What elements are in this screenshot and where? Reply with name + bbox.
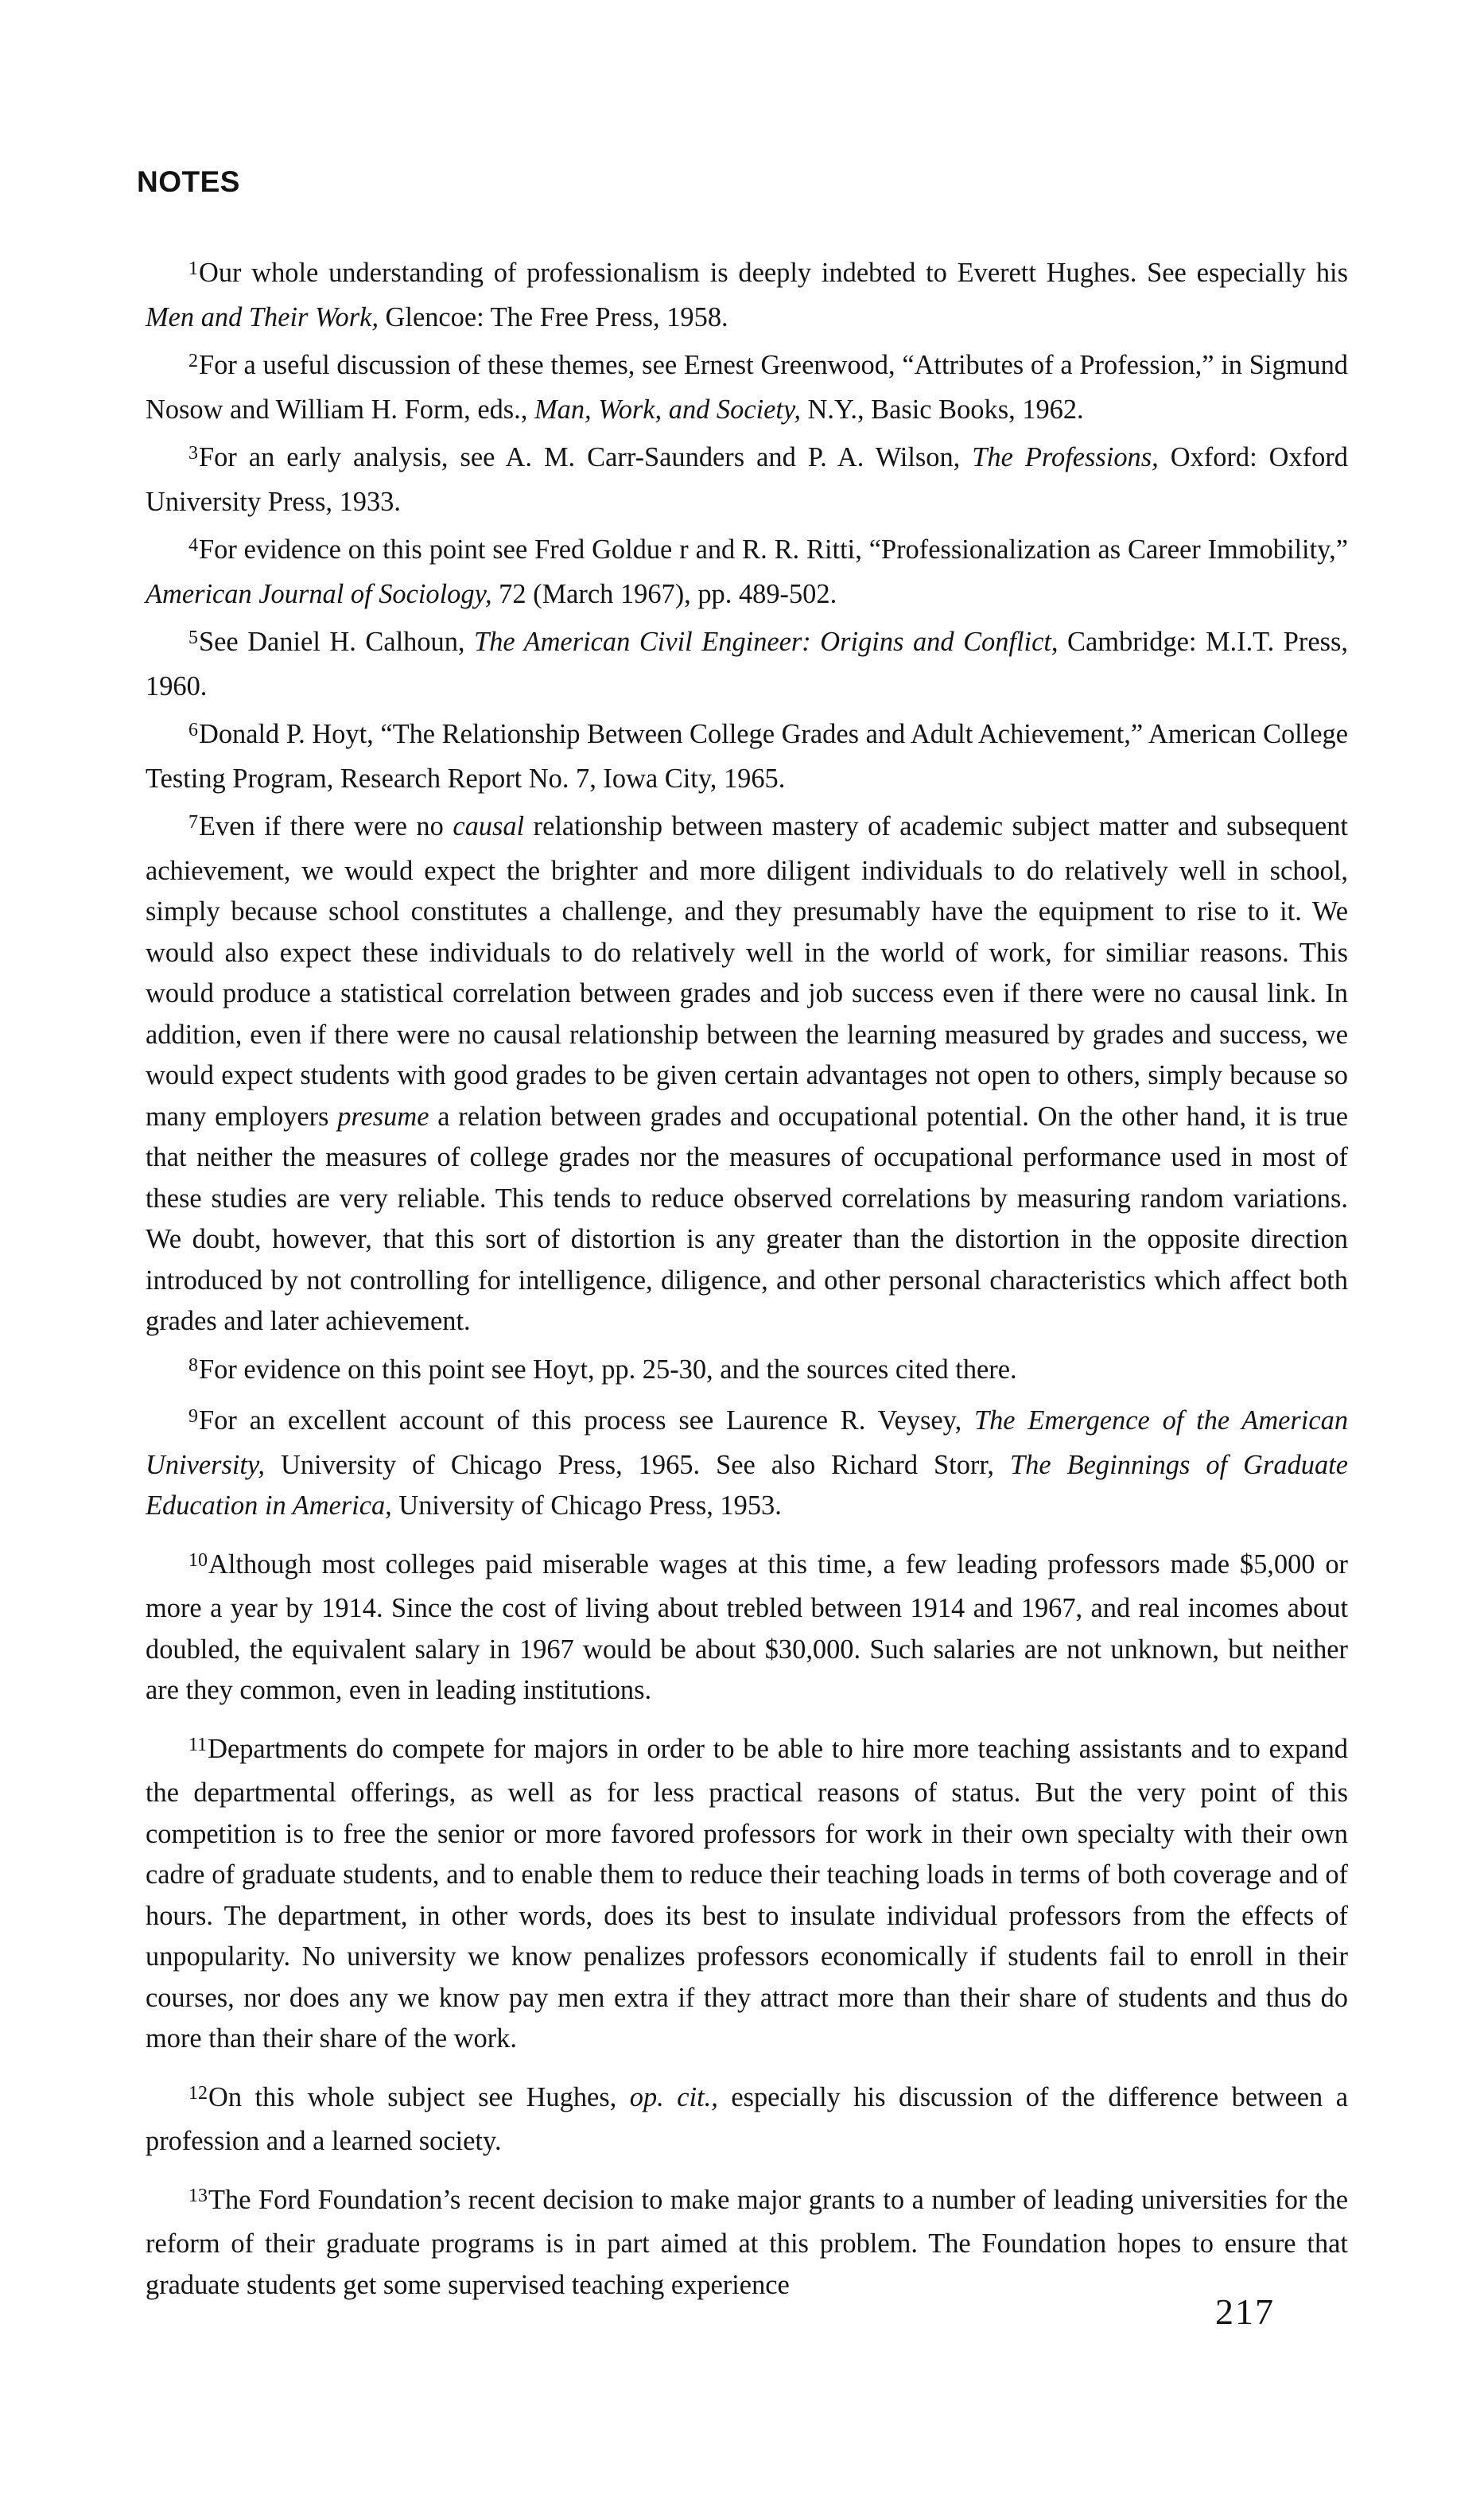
note-number: 10	[188, 1549, 208, 1571]
note-number: 11	[188, 1734, 208, 1755]
note-4	[146, 530, 1348, 615]
note-text: University of Chicago Press, 1953.	[391, 1490, 782, 1521]
note-title: The Professions,	[972, 442, 1159, 472]
note-8	[146, 1350, 1348, 1394]
note-text: For evidence on this point see Hoyt, pp. 25-30, and the sources cited there.	[199, 1354, 1017, 1385]
note-text: Cambridge: M.I.T. Press, 1960.	[146, 627, 1348, 701]
note-text: For a useful discussion of these themes, see Ernest Greenwood, “Attributes of a Profession,” in Sigmund Nosow and William H. Form, eds.,	[146, 350, 1348, 425]
note-title: The Emergence of the American University,	[146, 1405, 1349, 1480]
page-number: 217	[1215, 2291, 1275, 2332]
notes-list	[146, 253, 1348, 2313]
note-number: 13	[188, 2185, 208, 2206]
note-number: 6	[188, 720, 198, 740]
note-number: 1	[188, 258, 198, 279]
note-title: American Journal of Sociology,	[146, 578, 492, 609]
note-text: a relation between grades and occupational potential. On the other hand, it is true that neither the measures of college grades nor the measures of occupational performance used in most of these studies are very reliable. This tends to reduce observed correlations by measuring random variations. We doubt, however, that this sort of distortion is any greater than the distortion in the opposite direction introduced by not controlling for intelligence, diligence, and other personal characteristics which affect both grades and later achievement.	[146, 1101, 1349, 1336]
note-text: Our whole understanding of professionalism is deeply indebted to Everett Hughes. See especially his	[199, 258, 1348, 288]
note-6	[146, 714, 1348, 799]
note-7	[146, 806, 1348, 1343]
note-text: relationship between mastery of academic subject matter and subsequent achievement, we would expect the brighter and more diligent individuals to do relatively well in school, simply because school constitutes a challenge, and they presumably have the equipment to rise to it. We would also expect these individuals to do relatively well in the world of work, for similiar reasons. This would produce a statistical correlation between grades and job success even if there were no causal link. In addition, even if there were no causal relationship between the learning measured by grades and success, we would expect students with good grades to be given certain advantages not open to others, simply because so many employers	[146, 811, 1348, 1132]
note-number: 2	[188, 351, 198, 371]
note-emphasis: op. cit.,	[629, 2081, 718, 2112]
note-1	[146, 253, 1348, 338]
note-12	[146, 2077, 1348, 2162]
note-text: University of Chicago Press, 1965. See also Richard Storr,	[264, 1449, 1011, 1480]
note-9	[146, 1401, 1348, 1527]
note-text: Donald P. Hoyt, “The Relationship Between College Grades and Adult Achievement,” American College Testing Program, Research Report No. 7, Iowa City, 1965.	[146, 719, 1349, 794]
note-text: The Ford Foundation’s recent decision to make major grants to a number of leading universities for the reform of their graduate programs is in part aimed at this problem. The Foundation hopes to ensure that graduate students get some supervised teaching experience	[146, 2184, 1348, 2300]
note-text: Oxford: Oxford University Press, 1933.	[146, 442, 1348, 517]
notes-heading: NOTES	[137, 165, 240, 198]
note-text: See Daniel H. Calhoun,	[199, 627, 475, 657]
note-11	[146, 1729, 1348, 2060]
note-title: Men and Their Work,	[146, 301, 379, 332]
note-text: Departments do compete for majors in order to be able to hire more teaching assistants and to expand the departmental offerings, as well as for less practical reasons of status. But the very point of this competition is to free the senior or more favored professors for work in their own specialty with their own cadre of graduate students, and to enable them to reduce their teaching loads in terms of both coverage and of hours. The department, in other words, does its best to insulate individual professors from the effects of unpopularity. No university we know penalizes professors economically if students fail to enroll in their courses, nor does any we know pay men extra if they attract more than their share of students and thus do more than their share of the work.	[146, 1733, 1348, 2054]
note-title: The Beginnings of Graduate Education in America,	[146, 1449, 1348, 1521]
note-number: 5	[188, 628, 198, 648]
note-text: On this whole subject see Hughes,	[208, 2081, 630, 2112]
note-number: 8	[188, 1354, 198, 1376]
note-2	[146, 345, 1348, 430]
note-text: 72 (March 1967), pp. 489-502.	[491, 578, 837, 609]
note-title: The American Civil Engineer: Origins and Conflict,	[474, 627, 1059, 657]
note-number: 9	[188, 1406, 198, 1427]
note-text: Even if there were no	[199, 811, 453, 841]
note-number: 3	[188, 443, 198, 464]
note-number: 12	[188, 2082, 208, 2104]
note-title: Man, Work, and Society,	[534, 394, 801, 425]
note-text: N.Y., Basic Books, 1962.	[800, 394, 1084, 425]
note-text: For evidence on this point see Fred Goldue r and R. R. Ritti, “Professionalization as Career Immobility,”	[199, 534, 1348, 565]
note-5	[146, 622, 1348, 707]
note-number: 7	[188, 812, 198, 833]
note-text: For an early analysis, see A. M. Carr-Saunders and P. A. Wilson,	[199, 442, 973, 472]
note-10	[146, 1545, 1348, 1712]
note-number: 4	[188, 535, 198, 556]
note-text: For an excellent account of this process see Laurence R. Veysey,	[199, 1405, 974, 1436]
note-emphasis: causal	[453, 811, 525, 841]
note-text: Although most colleges paid miserable wages at this time, a few leading professors made $5,000 or more a year by 1914. Since the cost of living about trebled between 1914 and 1967, and real incomes about doubled, the equivalent salary in 1967 would be about $30,000. Such salaries are not unknown, but neither are they common, even in leading institutions.	[146, 1548, 1348, 1705]
note-3	[146, 437, 1348, 523]
note-emphasis: presume	[337, 1101, 429, 1132]
note-text: Glencoe: The Free Press, 1958.	[378, 301, 728, 332]
note-13	[146, 2180, 1348, 2306]
note-text: especially his discussion of the difference between a profession and a learned society.	[146, 2081, 1348, 2156]
